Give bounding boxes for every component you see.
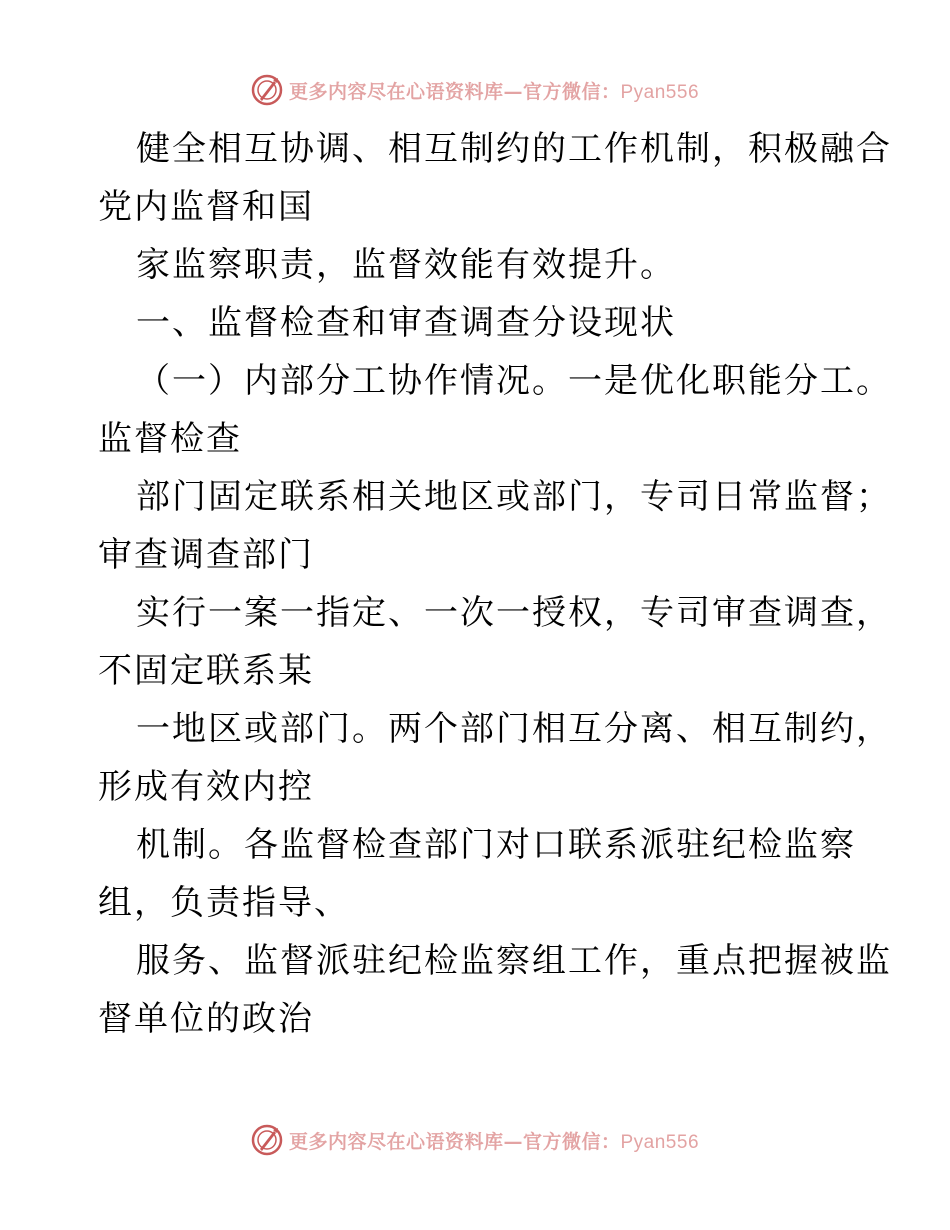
text-line: 组，负责指导、 — [98, 883, 350, 923]
text-line: 实行一案一指定、一次一授权，专司审查调查， — [136, 593, 892, 633]
text-line: 督单位的政治 — [98, 999, 314, 1039]
footer-watermark — [0, 1120, 950, 1160]
text-line: 家监察职责，监督效能有效提升。 — [136, 245, 676, 285]
watermark-text: 更多内容尽在心语资料库—官方微信：Pyan556 — [288, 1130, 700, 1153]
section-heading: 一、监督检查和审查调查分设现状 — [136, 303, 676, 343]
text-line: 不固定联系某 — [98, 651, 314, 691]
header-watermark — [0, 70, 950, 110]
watermark-id: Pyan556 — [620, 81, 700, 103]
logo-icon — [251, 74, 283, 106]
document-body — [98, 120, 892, 1048]
text-line: 审查调查部门 — [98, 535, 314, 575]
text-line: （一）内部分工协作情况。一是优化职能分工。 — [136, 361, 892, 401]
text-line: 形成有效内控 — [98, 767, 314, 807]
text-line: 健全相互协调、相互制约的工作机制，积极融合 — [136, 129, 892, 169]
text-line: 党内监督和国 — [98, 187, 314, 227]
text-line: 机制。各监督检查部门对口联系派驻纪检监察 — [136, 825, 856, 865]
watermark-text: 更多内容尽在心语资料库—官方微信：Pyan556 — [288, 80, 700, 103]
logo-icon — [251, 1124, 283, 1156]
text-line: 部门固定联系相关地区或部门，专司日常监督； — [136, 477, 892, 517]
text-line: 服务、监督派驻纪检监察组工作，重点把握被监 — [136, 941, 892, 981]
watermark-id: Pyan556 — [620, 1131, 700, 1153]
text-line: 监督检查 — [98, 419, 242, 459]
text-line: 一地区或部门。两个部门相互分离、相互制约， — [136, 709, 892, 749]
